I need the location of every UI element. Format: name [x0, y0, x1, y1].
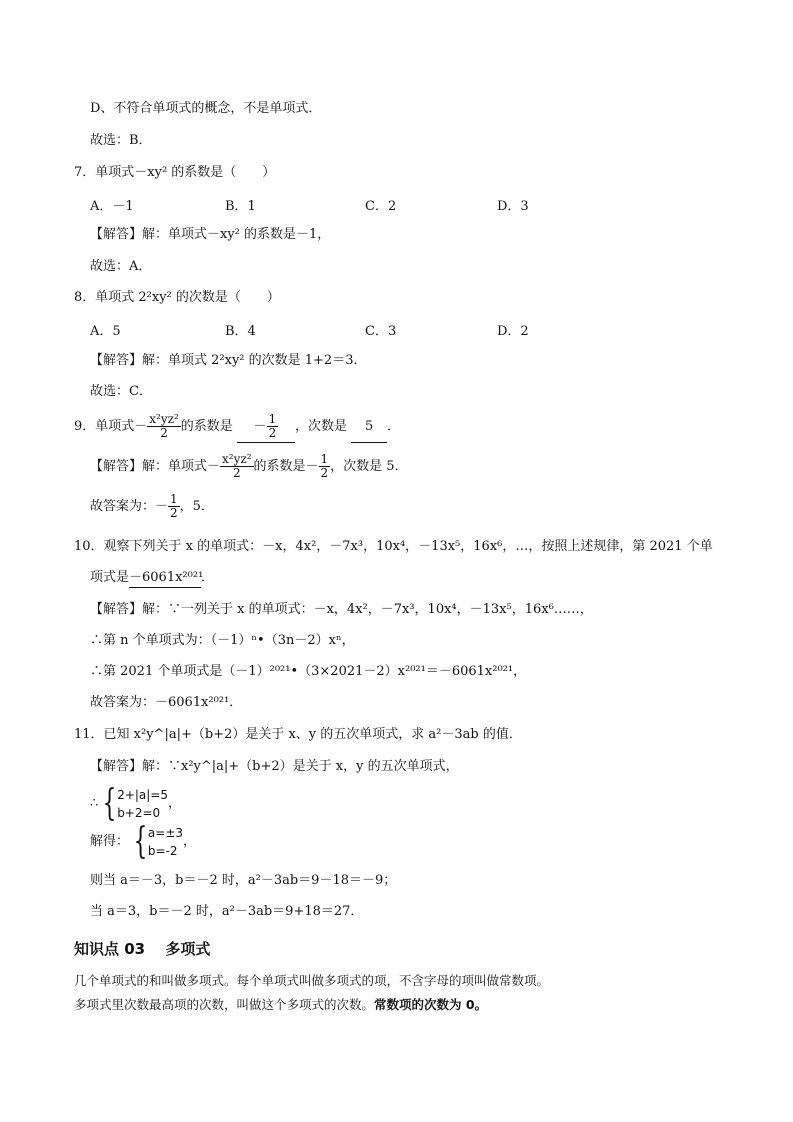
section-heading: 知识点 03 多项式	[74, 940, 211, 958]
text: 【解答】解：单项式－	[90, 459, 221, 474]
equation: b=-2	[147, 843, 178, 858]
text: ，5．	[179, 499, 214, 514]
answer-10: 【解答】解：∵一列关于 x 的单项式：－x，4x²，－7x³，10x⁴，－13x⁵，16x⁶……，	[90, 602, 593, 617]
denominator: 2	[320, 466, 329, 480]
text: 故答案为：－	[90, 499, 169, 514]
text: 解得：	[90, 834, 130, 849]
numerator: 1	[268, 412, 277, 426]
option-a: A．5	[90, 324, 121, 339]
definition-text	[74, 995, 487, 1013]
answer-9	[90, 452, 408, 482]
equation: 2+|a|=5	[117, 787, 169, 802]
text: ，次数是	[294, 419, 347, 434]
question-11: 11．已知 x²y^|a|+（b+2）是关于 x、y 的五次单项式，求 a²－3ab 的值．	[74, 727, 522, 742]
option-c: C．3	[365, 324, 397, 339]
numerator: 1	[170, 492, 178, 506]
denominator: 2	[160, 426, 168, 440]
numerator: x²yz²	[149, 412, 179, 426]
definition-text: 几个单项式的和叫做多项式。每个单项式叫做多项式的项，不含字母的项叫做常数项。	[74, 973, 550, 988]
text-line: 故选：A．	[90, 259, 152, 274]
text: 多项式里次数最高项的次数，叫做这个多项式的次数。	[74, 997, 375, 1012]
text-line: 故选：B．	[90, 133, 152, 148]
equation-system-2	[90, 822, 196, 862]
fraction	[267, 413, 279, 440]
text: 的系数是－	[253, 459, 319, 474]
question-9	[74, 412, 400, 443]
answer-blank: 5	[351, 412, 387, 443]
system	[148, 824, 183, 860]
option-b: B．1	[225, 199, 256, 214]
text: ，	[168, 796, 182, 811]
option-d: D．2	[497, 324, 529, 339]
question-10: 10．观察下列关于 x 的单项式：－x，4x²，－7x³，10x⁴，－13x⁵，16x⁶，…，按照上述规律，第 2021 个单	[74, 539, 713, 554]
final-answer-9	[90, 492, 214, 522]
text: 的系数是	[180, 419, 233, 434]
text: 9．单项式－	[74, 419, 148, 434]
answer-8: 【解答】解：单项式 2²xy² 的次数是 1+2＝3．	[90, 353, 367, 368]
fraction	[168, 493, 180, 520]
answer-11: 【解答】解：∵x²y^|a|+（b+2）是关于 x，y 的五次单项式，	[90, 759, 459, 774]
answer-11-case: 则当 a＝－3，b＝－2 时，a²－3ab＝9－18＝－9；	[90, 873, 397, 888]
answer-blank: －6061x²⁰²¹	[129, 569, 201, 588]
denominator: 2	[170, 506, 178, 520]
therefore-symbol: ∴	[90, 796, 99, 811]
question-8: 8．单项式 2²xy² 的次数是（ ）	[74, 290, 280, 305]
question-7: 7．单项式－xy² 的系数是（ ）	[74, 165, 276, 180]
final-answer-10: 故答案为：－6061x²⁰²¹．	[90, 695, 243, 710]
numerator: 1	[320, 452, 329, 466]
emphasis-text: 常数项的次数为 0。	[374, 997, 488, 1012]
fraction	[319, 453, 331, 480]
brace-icon: {	[133, 820, 148, 862]
text: ．	[201, 570, 215, 585]
text-line: D、不符合单项式的概念，不是单项式．	[90, 101, 322, 116]
question-10-line-2	[90, 569, 214, 588]
text: ，	[183, 834, 197, 849]
equation: a=±3	[147, 825, 184, 840]
option-d: D．3	[497, 199, 529, 214]
answer-11-case: 当 a＝3，b＝－2 时，a²－3ab＝9+18＝27．	[90, 904, 364, 919]
answer-7: 【解答】解：单项式－xy² 的系数是－1，	[90, 227, 331, 242]
fraction	[220, 453, 254, 480]
brace-icon: {	[102, 782, 117, 824]
denominator: 2	[268, 426, 277, 440]
system	[117, 786, 168, 822]
equation: b+2=0	[117, 805, 161, 820]
text: ，次数是 5．	[330, 459, 408, 474]
option-b: B．4	[225, 324, 256, 339]
numerator: x²yz²	[222, 452, 252, 466]
answer-10-step: ∴第 n 个单项式为：（－1）ⁿ•（3n－2）xⁿ，	[90, 633, 355, 648]
option-a: A．－1	[90, 199, 134, 214]
answer-10-step: ∴第 2021 个单项式是（－1）²⁰²¹•（3×2021－2）x²⁰²¹＝－6061x²⁰²¹，	[90, 664, 527, 679]
text: ．	[387, 419, 401, 434]
text: －	[253, 419, 267, 434]
answer-blank	[237, 412, 295, 443]
equation-system-1	[90, 784, 181, 824]
fraction	[147, 413, 181, 440]
denominator: 2	[232, 466, 241, 480]
text: 项式是	[90, 570, 130, 585]
text-line: 故选：C．	[90, 384, 152, 399]
option-c: C．2	[365, 199, 397, 214]
